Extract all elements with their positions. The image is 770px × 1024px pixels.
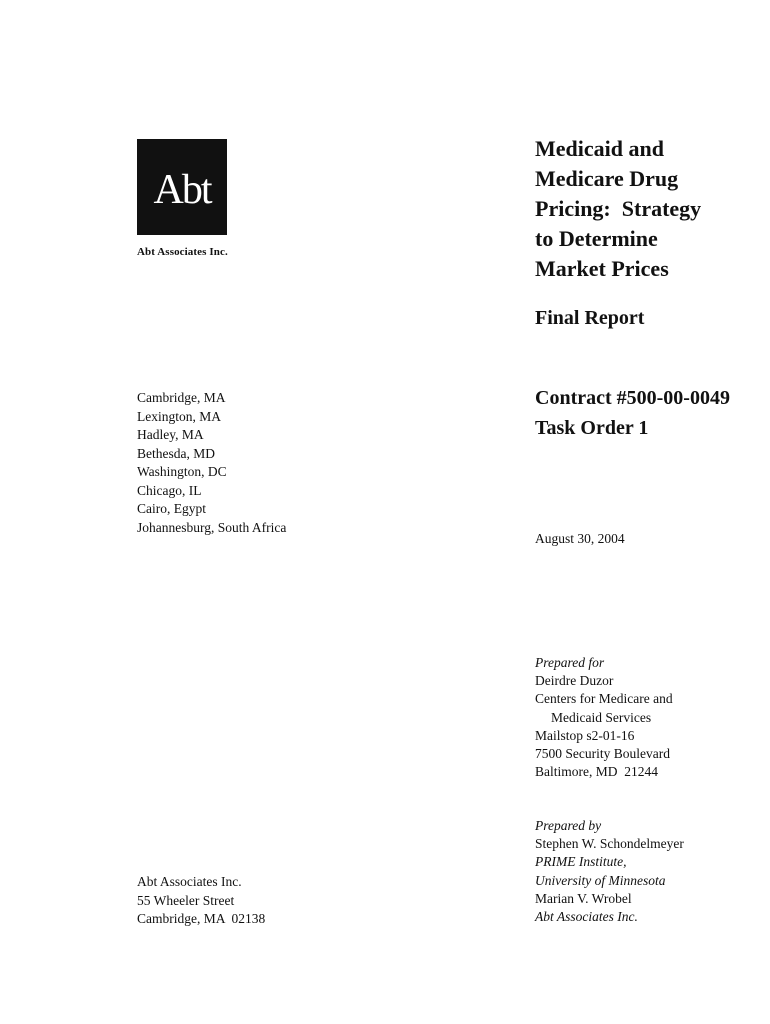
location-item: Chicago, IL — [137, 482, 202, 498]
location-item: Hadley, MA — [137, 427, 204, 442]
prepared-by-label: Prepared by — [535, 818, 602, 833]
contract-info — [535, 383, 730, 443]
prepared-by-line: Marian V. Wrobel — [535, 890, 632, 906]
prepared-by-line: PRIME Institute, — [535, 854, 627, 870]
logo-text: Abt — [153, 167, 211, 213]
report-subtitle: Final Report — [535, 307, 645, 329]
location-item: Cairo, Egypt — [137, 501, 206, 516]
title-line: Medicaid and — [535, 136, 664, 161]
prepared-for-line: Mailstop s2-01-16 — [535, 727, 635, 743]
title-line: to Determine — [535, 226, 658, 251]
location-item: Johannesburg, South Africa — [137, 519, 287, 535]
prepared-for-line: Centers for Medicare and — [535, 691, 673, 707]
task-order: Task Order 1 — [535, 417, 649, 439]
address-line: Cambridge, MA 02138 — [137, 911, 266, 926]
title-line: Medicare Drug — [535, 166, 679, 191]
company-address — [137, 873, 265, 929]
prepared-by-line: University of Minnesota — [535, 872, 666, 888]
location-item: Bethesda, MD — [137, 445, 215, 461]
prepared-for-label: Prepared for — [535, 655, 605, 670]
location-item: Lexington, MA — [137, 408, 221, 424]
report-title — [535, 134, 765, 284]
prepared-by-line: Abt Associates Inc. — [535, 909, 638, 925]
abt-logo — [137, 139, 227, 235]
address-line: 55 Wheeler Street — [137, 892, 235, 908]
prepared-by-block — [535, 817, 684, 926]
office-locations — [137, 389, 286, 537]
title-line: Market Prices — [535, 256, 669, 281]
report-date: August 30, 2004 — [535, 531, 625, 546]
prepared-by-line: Stephen W. Schondelmeyer — [535, 836, 684, 852]
prepared-for-line: Medicaid Services — [551, 709, 652, 725]
location-item: Washington, DC — [137, 464, 227, 479]
prepared-for-block — [535, 654, 673, 781]
prepared-for-line: Deirdre Duzor — [535, 673, 614, 689]
prepared-for-line: Baltimore, MD 21244 — [535, 764, 658, 780]
address-line: Abt Associates Inc. — [137, 874, 242, 889]
location-item: Cambridge, MA — [137, 390, 226, 405]
prepared-for-line: 7500 Security Boulevard — [535, 746, 670, 762]
company-caption: Abt Associates Inc. — [137, 246, 228, 258]
contract-number: Contract #500-00-0049 — [535, 387, 730, 409]
title-line: Pricing: Strategy — [535, 196, 702, 221]
